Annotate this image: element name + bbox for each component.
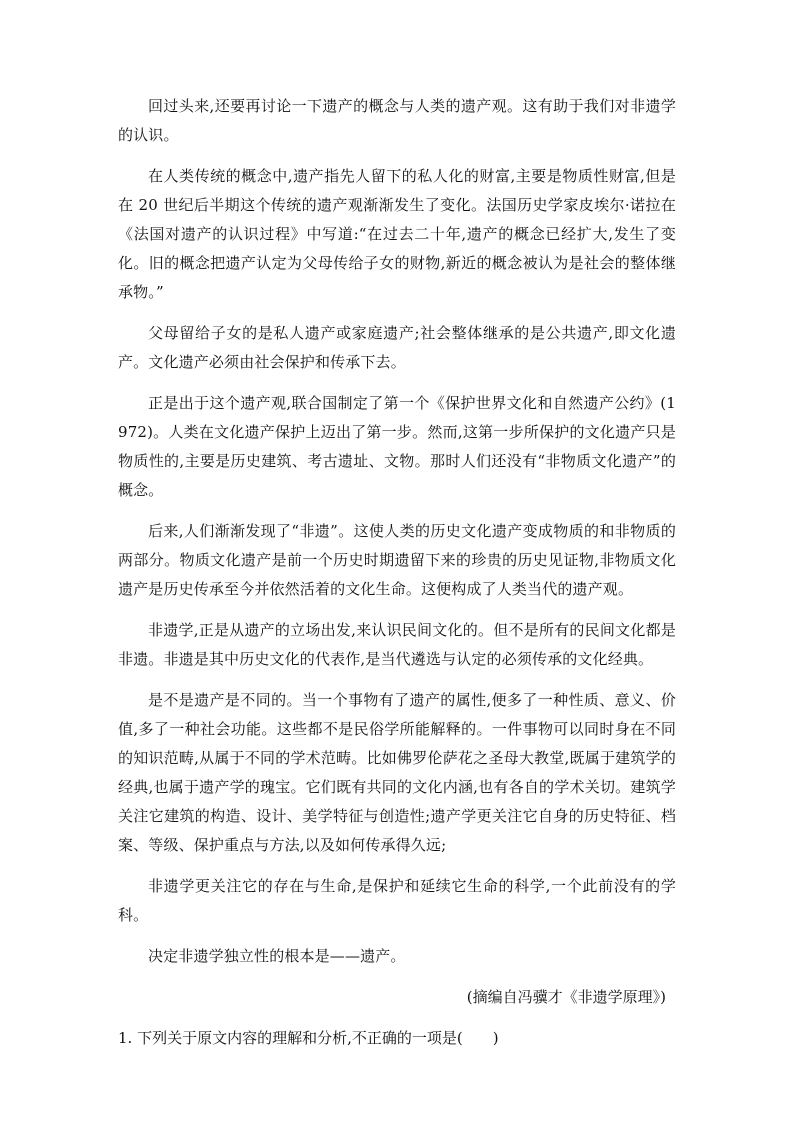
paragraph-9: 决定非遗学独立性的根本是——遗产。 (148, 947, 406, 965)
paragraph-6: 非遗学,正是从遗产的立场出发,来认识民间文化的。但不是所有的民间文化都是非遗。非遗是其中历史文化的代表作,是当代遴选与认定的必须传承的文化经典。 (118, 621, 676, 668)
paragraph-1: 回过头来,还要再讨论一下遗产的概念与人类的遗产观。这有助于我们对非遗学的认识。 (118, 97, 676, 144)
source-citation: (摘编自冯骥才《非遗学原理》) (466, 988, 666, 1006)
paragraph-5: 后来,人们渐渐发现了“非遗”。这使人类的历史文化遗产变成物质的和非物质的两部分。物质文化遗产是前一个历史时期遗留下来的珍贵的历史见证物,非物质文化遗产是历史传承至今并依然活着的文化生命。这便构成了人类当代的遗产观。 (118, 522, 676, 598)
paragraph-2: 在人类传统的概念中,遗产指先人留下的私人化的财富,主要是物质性财富,但是在 20 世纪后半期这个传统的遗产观渐渐发生了变化。法国历史学家皮埃尔·诺拉在《法国对遗产的认识过程》中写道:“在过去二十年,遗产的概念已经扩大,发生了变化。旧的概念把遗产认定为父母传给子女的财物,新近的概念被认为是社会的整体继承物。” (118, 167, 676, 301)
article-body (118, 92, 676, 1053)
paragraph-8: 非遗学更关注它的存在与生命,是保护和延续它生命的科学,一个此前没有的学科。 (118, 877, 676, 924)
paragraph-3: 父母留给子女的是私人遗产或家庭遗产;社会整体继承的是公共遗产,即文化遗产。文化遗产必须由社会保护和传承下去。 (118, 324, 676, 371)
question-1: 1. 下列关于原文内容的理解和分析,不正确的一项是( ) (118, 1029, 499, 1047)
paragraph-7: 是不是遗产是不同的。当一个事物有了遗产的属性,便多了一种性质、意义、价值,多了一种社会功能。这些都不是民俗学所能解释的。一件事物可以同时身在不同的知识范畴,从属于不同的学术范畴。比如佛罗伦萨花之圣母大教堂,既属于建筑学的经典,也属于遗产学的瑰宝。它们既有共同的文化内涵,也有各自的学术关切。建筑学关注它建筑的构造、设计、美学特征与创造性;遗产学更关注它自身的历史特征、档案、等级、保护重点与方法,以及如何传承得久远; (118, 691, 676, 854)
paragraph-4: 正是出于这个遗产观,联合国制定了第一个《保护世界文化和自然遗产公约》(1972)。人类在文化遗产保护上迈出了第一步。然而,这第一步所保护的文化遗产只是物质性的,主要是历史建筑、考古遗址、文物。那时人们还没有“非物质文化遗产”的概念。 (118, 394, 676, 499)
